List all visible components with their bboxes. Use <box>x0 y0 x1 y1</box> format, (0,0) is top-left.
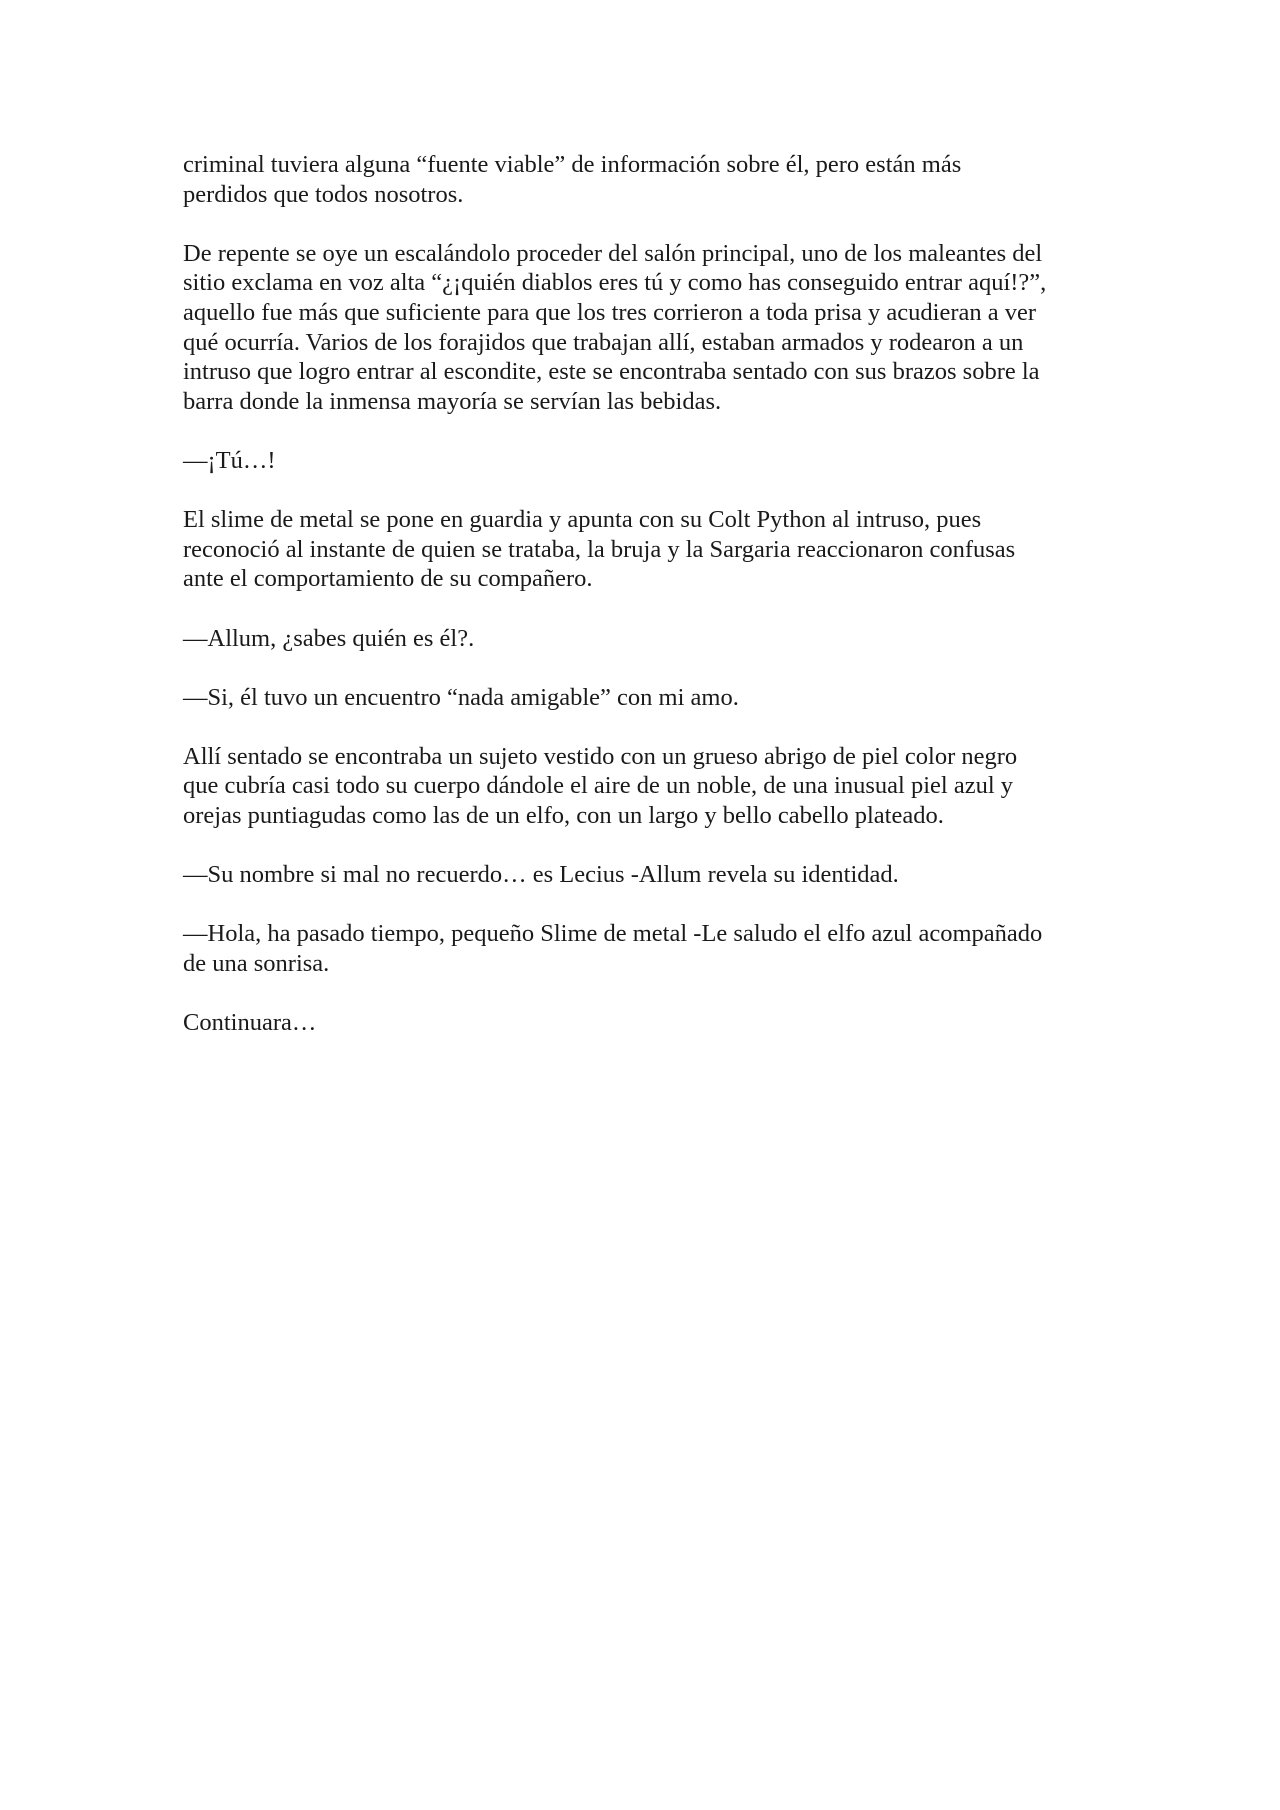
paragraph-2: De repente se oye un escalándolo proceder del salón principal, uno de los maleantes del sitio exclama en voz alta “¿¡quién diablos eres tú y como has conseguido entrar aquí!?”, aquello fue más que suficiente para que los tres corrieron a toda prisa y acudieran a ver qué ocurría. Varios de los forajidos que trabajan allí, estaban armados y rodearon a un intruso que logro entrar al escondite, este se encontraba sentado con sus brazos sobre la barra donde la inmensa mayoría se servían las bebidas. <box>183 239 1047 415</box>
dialogue-line-2: —Allum, ¿sabes quién es él?. <box>183 624 475 652</box>
dialogue-line-3: —Si, él tuvo un encuentro “nada amigable” con mi amo. <box>183 683 739 711</box>
closing-line: Continuara… <box>183 1009 317 1037</box>
document-body <box>183 150 1103 1067</box>
dialogue-line-4: —Su nombre si mal no recuerdo… es Lecius -Allum revela su identidad. <box>183 861 899 889</box>
paragraph-3: El slime de metal se pone en guardia y apunta con su Colt Python al intruso, pues reconoció al instante de quien se trataba, la bruja y la Sargaria reaccionaron confusas ante el comportamiento de su compañero. <box>183 506 1016 593</box>
paragraph-1: criminal tuviera alguna “fuente viable” de información sobre él, pero están más perdidos que todos nosotros. <box>183 151 962 208</box>
paragraph-4: Allí sentado se encontraba un sujeto vestido con un grueso abrigo de piel color negro que cubría casi todo su cuerpo dándole el aire de un noble, de una inusual piel azul y orejas puntiagudas como las de un elfo, con un largo y bello cabello plateado. <box>183 742 1018 830</box>
dialogue-line-1: —¡Tú…! <box>183 446 276 474</box>
dialogue-line-5: —Hola, ha pasado tiempo, pequeño Slime de metal -Le saludo el elfo azul acompañado de una sonrisa. <box>183 920 1043 978</box>
